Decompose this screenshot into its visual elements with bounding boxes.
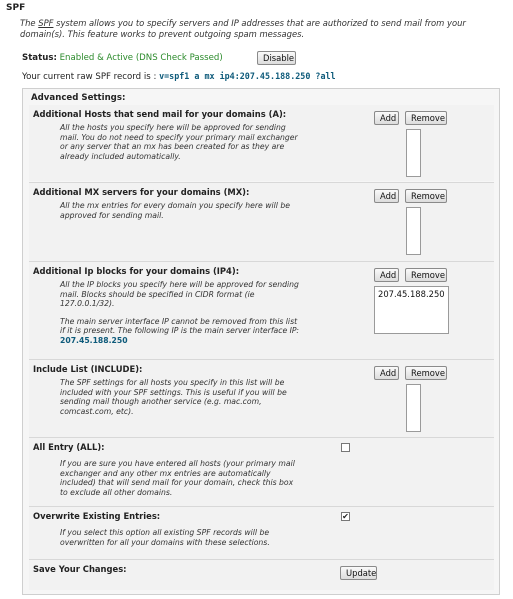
- hosts-section: [29, 105, 494, 181]
- mx-add-button[interactable]: Add: [374, 189, 399, 203]
- hosts-remove-button[interactable]: Remove: [405, 111, 447, 125]
- ip4-description: All the IP blocks you specify here will be approved for sending mail. Blocks should be specified in CIDR format (ie 127.0.0.1/32). The main server interface IP cannot be removed from this list if it is present. The following IP is the main server interface IP: 207.45.188.250: [60, 280, 299, 345]
- ip4-list-item[interactable]: 207.45.188.250: [378, 289, 445, 299]
- advanced-settings-panel: [22, 88, 500, 595]
- hosts-listbox[interactable]: [406, 129, 421, 177]
- spf-record-label: Your current raw SPF record is :: [22, 72, 160, 82]
- status-value: Enabled & Active (DNS Check Passed): [59, 53, 223, 63]
- mx-section: [29, 182, 494, 261]
- ip4-section: [29, 261, 494, 359]
- status-line: [22, 53, 223, 63]
- ip4-listbox[interactable]: [374, 286, 449, 334]
- include-listbox[interactable]: [406, 384, 421, 432]
- all-checkbox[interactable]: [341, 443, 350, 452]
- mx-remove-button[interactable]: Remove: [405, 189, 447, 203]
- hosts-title: Additional Hosts that send mail for your domains (A):: [33, 109, 287, 119]
- mx-listbox[interactable]: [406, 207, 421, 255]
- overwrite-title: Overwrite Existing Entries:: [33, 511, 161, 521]
- all-section: [29, 437, 494, 506]
- spf-record-line: [22, 71, 336, 82]
- all-title: All Entry (ALL):: [33, 442, 105, 452]
- include-remove-button[interactable]: Remove: [405, 366, 447, 380]
- intro-text: The SPF system allows you to specify servers and IP addresses that are authorized to send mail from your domain(s). This feature works to prevent outgoing spam messages.: [20, 18, 466, 39]
- update-button[interactable]: Update: [340, 566, 377, 580]
- save-title: Save Your Changes:: [33, 564, 127, 574]
- ip4-remove-button[interactable]: Remove: [405, 268, 447, 282]
- page-title: SPF: [6, 3, 26, 13]
- status-label: Status:: [22, 53, 57, 63]
- mx-description: All the mx entries for every domain you specify here will be approved for sending mail.: [60, 201, 290, 220]
- main-server-ip: 207.45.188.250: [60, 335, 128, 345]
- ip4-add-button[interactable]: Add: [374, 268, 399, 282]
- include-add-button[interactable]: Add: [374, 366, 399, 380]
- include-description: The SPF settings for all hosts you specify in this list will be included with your SPF settings. This is useful if you will be sending mail though another service (e.g. mac.com, comcast.com, etc).: [60, 378, 287, 416]
- hosts-add-button[interactable]: Add: [374, 111, 399, 125]
- spf-abbr[interactable]: SPF: [38, 18, 54, 28]
- overwrite-description: If you select this option all existing SPF records will be overwritten for all your domains with these selections.: [60, 528, 270, 547]
- advanced-settings-title: Advanced Settings:: [31, 93, 126, 103]
- mx-title: Additional MX servers for your domains (MX):: [33, 187, 250, 197]
- spf-record-value: v=spf1 a mx ip4:207.45.188.250 ?all: [159, 71, 336, 81]
- include-title: Include List (INCLUDE):: [33, 364, 143, 374]
- include-section: [29, 359, 494, 437]
- all-description: If you are sure you have entered all hosts (your primary mail exchanger and any other mx entries are automatically included) that will send mail for your domain, check this box to exclude all other domains.: [60, 459, 295, 497]
- overwrite-section: [29, 506, 494, 559]
- disable-button[interactable]: Disable: [257, 51, 296, 65]
- ip4-title: Additional Ip blocks for your domains (IP4):: [33, 266, 240, 276]
- save-section: [29, 559, 494, 590]
- hosts-description: All the hosts you specify here will be approved for sending mail. You do not need to specify your primary mail exchanger or any server that an mx has been created for as they are already included automatically.: [60, 123, 298, 161]
- overwrite-checkbox[interactable]: ✔: [342, 512, 349, 521]
